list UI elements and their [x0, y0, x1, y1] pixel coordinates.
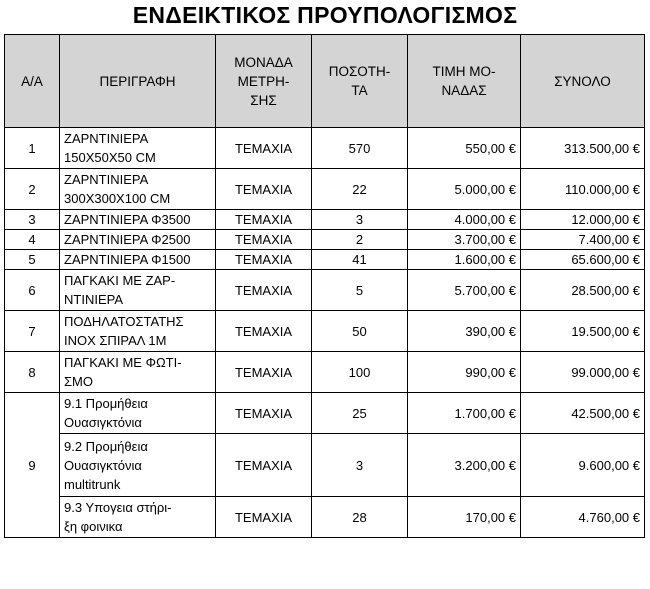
row-number: 4: [5, 230, 60, 250]
row-quantity: 100: [312, 352, 408, 393]
row-total: 7.400,00 €: [521, 230, 645, 250]
row-unit-price: 1.600,00 €: [408, 250, 521, 270]
row-description: [60, 434, 216, 497]
row-total: 28.500,00 €: [521, 270, 645, 311]
description-line: 9.1 Προμήθεια: [64, 396, 148, 411]
row-number: 7: [5, 311, 60, 352]
table-row: [5, 311, 645, 352]
description-line: multitrunk: [64, 476, 121, 492]
row-description: [60, 352, 216, 393]
description-line: 9.3 Υπογεια στήρι-: [64, 500, 172, 515]
header-description: ΠΕΡΙΓΡΑΦΗ: [60, 35, 216, 128]
description-line: ΝΤΙΝΙΕΡΑ: [64, 292, 123, 307]
header-quantity-line: ΤΑ: [351, 83, 368, 98]
row-description: ΖΑΡΝΤΙΝΙΕΡΑ Φ3500: [60, 210, 216, 230]
description-line: 9.2 Προμήθεια: [64, 438, 148, 454]
header-unit-price: [408, 35, 521, 128]
row-number: 3: [5, 210, 60, 230]
row-unit: ΤΕΜΑΧΙΑ: [216, 311, 312, 352]
row-unit: ΤΕΜΑΧΙΑ: [216, 270, 312, 311]
row-unit-price: 3.200,00 €: [408, 434, 521, 497]
row-number: 9: [5, 393, 60, 538]
header-unit-price-line: ΤΙΜΗ ΜΟ-: [432, 64, 496, 79]
row-total: 313.500,00 €: [521, 128, 645, 169]
table-row: [5, 434, 645, 497]
row-unit: ΤΕΜΑΧΙΑ: [216, 434, 312, 497]
header-unit-line: ΜΟΝΑΔΑ: [234, 54, 293, 70]
table-row: [5, 210, 645, 230]
row-quantity: 50: [312, 311, 408, 352]
row-total: 9.600,00 €: [521, 434, 645, 497]
description-line: 150Χ50Χ50 CM: [64, 150, 156, 165]
row-total: 12.000,00 €: [521, 210, 645, 230]
description-line: Ουασιγκτόνια: [64, 457, 142, 473]
row-unit-price: 4.000,00 €: [408, 210, 521, 230]
table-row: [5, 393, 645, 434]
row-unit-price: 170,00 €: [408, 497, 521, 538]
row-quantity: 28: [312, 497, 408, 538]
row-unit: ΤΕΜΑΧΙΑ: [216, 128, 312, 169]
row-quantity: 25: [312, 393, 408, 434]
row-unit: ΤΕΜΑΧΙΑ: [216, 393, 312, 434]
row-number: 8: [5, 352, 60, 393]
header-unit: [216, 35, 312, 128]
description-line: ΖΑΡΝΤΙΝΙΕΡΑ: [64, 131, 149, 146]
row-unit-price: 390,00 €: [408, 311, 521, 352]
row-unit: ΤΕΜΑΧΙΑ: [216, 210, 312, 230]
row-unit-price: 5.700,00 €: [408, 270, 521, 311]
row-quantity: 570: [312, 128, 408, 169]
table-row: [5, 352, 645, 393]
row-total: 99.000,00 €: [521, 352, 645, 393]
row-quantity: 2: [312, 230, 408, 250]
row-description: [60, 393, 216, 434]
description-line: ΙΝΟΧ ΣΠΙΡΑΛ 1Μ: [64, 333, 167, 348]
row-description: [60, 311, 216, 352]
row-unit: ΤΕΜΑΧΙΑ: [216, 497, 312, 538]
row-number: 5: [5, 250, 60, 270]
row-unit: ΤΕΜΑΧΙΑ: [216, 169, 312, 210]
row-total: 4.760,00 €: [521, 497, 645, 538]
description-line: ξη φοινικα: [64, 519, 123, 534]
row-unit-price: 550,00 €: [408, 128, 521, 169]
description-line: 300Χ300Χ100 CM: [64, 191, 171, 206]
table-row: [5, 250, 645, 270]
description-line: Ουασιγκτόνια: [64, 415, 142, 430]
row-unit-price: 5.000,00 €: [408, 169, 521, 210]
description-line: ΠΟΔΗΛΑΤΟΣΤΑΤΗΣ: [64, 314, 184, 329]
description-line: ΠΑΓΚΑΚΙ ΜΕ ΖΑΡ-: [64, 273, 176, 288]
table-row: [5, 169, 645, 210]
row-unit-price: 3.700,00 €: [408, 230, 521, 250]
table-row: [5, 128, 645, 169]
header-row: [5, 35, 645, 128]
row-total: 65.600,00 €: [521, 250, 645, 270]
row-quantity: 3: [312, 210, 408, 230]
header-unit-line: ΜΕΤΡΗ-: [237, 73, 290, 89]
row-total: 110.000,00 €: [521, 169, 645, 210]
row-description: [60, 169, 216, 210]
table-row: [5, 230, 645, 250]
row-total: 42.500,00 €: [521, 393, 645, 434]
row-number: 2: [5, 169, 60, 210]
row-unit: ΤΕΜΑΧΙΑ: [216, 230, 312, 250]
row-description: [60, 128, 216, 169]
description-line: ΠΑΓΚΑΚΙ ΜΕ ΦΩΤΙ-: [64, 355, 182, 370]
row-quantity: 22: [312, 169, 408, 210]
row-description: [60, 497, 216, 538]
row-description: ΖΑΡΝΤΙΝΙΕΡΑ Φ2500: [60, 230, 216, 250]
row-unit: ΤΕΜΑΧΙΑ: [216, 250, 312, 270]
table-row: [5, 270, 645, 311]
row-unit-price: 1.700,00 €: [408, 393, 521, 434]
header-quantity-line: ΠΟΣΟΤΗ-: [328, 64, 391, 79]
header-aa: Α/Α: [5, 35, 60, 128]
header-unit-line: ΣΗΣ: [250, 92, 277, 108]
row-number: 1: [5, 128, 60, 169]
row-quantity: 41: [312, 250, 408, 270]
header-total: ΣΥΝΟΛΟ: [521, 35, 645, 128]
header-quantity: [312, 35, 408, 128]
row-unit: ΤΕΜΑΧΙΑ: [216, 352, 312, 393]
description-line: ΣΜΟ: [64, 374, 93, 389]
description-line: ΖΑΡΝΤΙΝΙΕΡΑ: [64, 172, 149, 187]
row-quantity: 5: [312, 270, 408, 311]
document-title: ΕΝΔΕΙΚΤΙΚΟΣ ΠΡΟΥΠΟΛΟΓΙΣΜΟΣ: [132, 2, 518, 28]
row-total: 19.500,00 €: [521, 311, 645, 352]
table-row: [5, 497, 645, 538]
row-description: [60, 270, 216, 311]
row-description: ΖΑΡΝΤΙΝΙΕΡΑ Φ1500: [60, 250, 216, 270]
header-unit-price-line: ΝΑΔΑΣ: [441, 83, 487, 98]
row-number: 6: [5, 270, 60, 311]
row-quantity: 3: [312, 434, 408, 497]
row-unit-price: 990,00 €: [408, 352, 521, 393]
budget-table: [4, 34, 645, 538]
